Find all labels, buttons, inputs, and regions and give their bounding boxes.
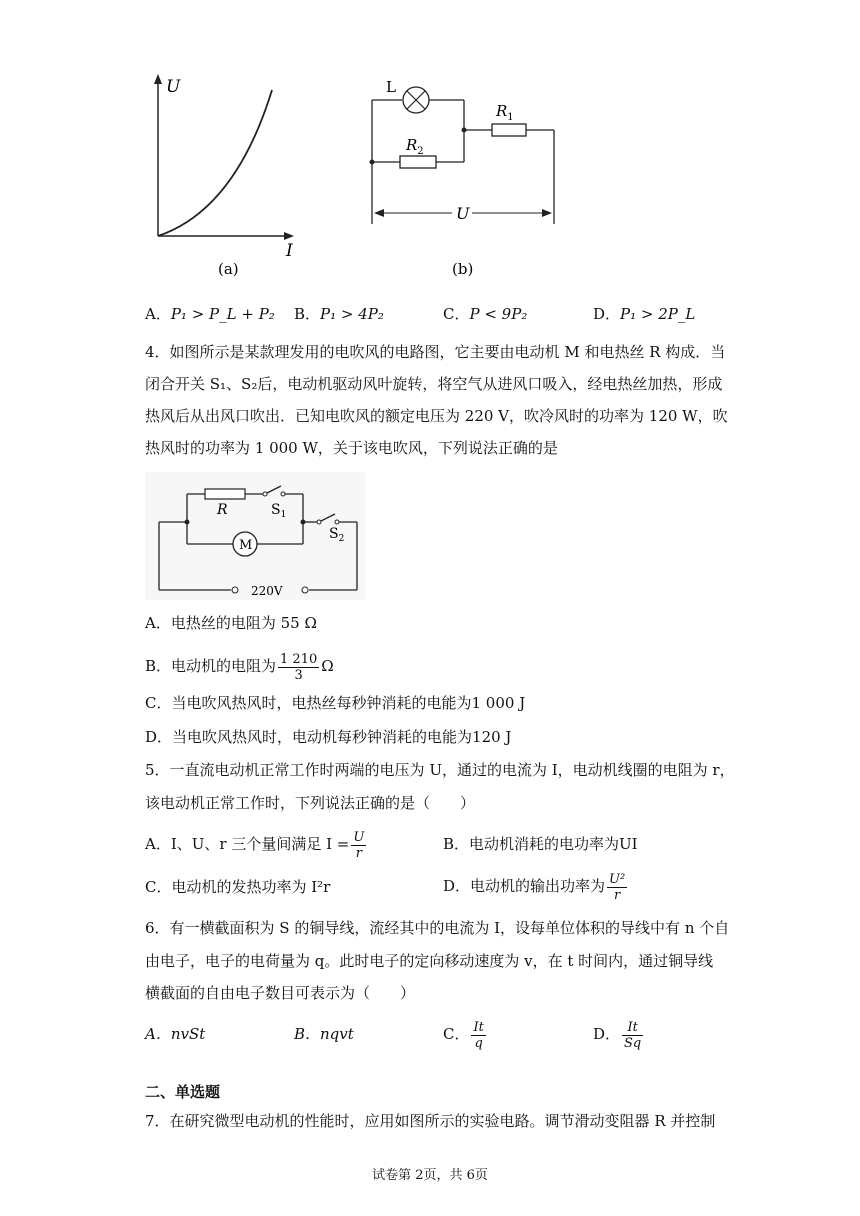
q5-option-d[interactable]	[443, 866, 629, 906]
q4-option-a[interactable]: A．电热丝的电阻为 55 Ω	[145, 614, 317, 632]
q6-option-a-text: A．nvSt	[145, 1025, 206, 1043]
q4-circuit-motor-label: M	[239, 538, 253, 553]
q3-option-a[interactable]	[145, 304, 275, 324]
fig-a-u-label: U	[166, 77, 181, 97]
q4-option-b-fraction	[278, 652, 319, 683]
q3-option-c-label: C．	[443, 305, 470, 323]
q4-option-b[interactable]	[145, 646, 334, 686]
q5-option-d-fraction	[607, 872, 627, 903]
q3-option-a-label: A．	[145, 305, 171, 323]
q5-option-a-text: A．I、U、r 三个量间满足 I =	[145, 835, 350, 853]
q6-option-c[interactable]	[443, 1014, 488, 1054]
figure-a-ui-graph	[140, 70, 300, 280]
q6-option-d[interactable]	[593, 1014, 645, 1054]
q6-option-d-den: Sq	[624, 1035, 642, 1051]
q5-option-a-num: U	[353, 829, 365, 845]
q6-line-1: 6．有一横截面积为 S 的铜导线，流经其中的电流为 I，设每单位体积的导线中有 n 个自	[145, 919, 730, 937]
q4-option-c[interactable]: C．当电吹风热风时，电热丝每秒钟消耗的电能为1 000 J	[145, 694, 526, 712]
q3-option-c-text: P < 9P₂	[469, 305, 528, 323]
q4-hairdryer-circuit	[145, 472, 365, 600]
q6-option-a[interactable]	[145, 1024, 205, 1044]
q6-option-c-den: q	[474, 1035, 483, 1051]
q3-option-d-label: D．	[593, 305, 621, 323]
q5-option-c[interactable]: C．电动机的发热功率为 I²r	[145, 878, 331, 896]
q4-circuit-voltage-label: 220V	[251, 584, 283, 598]
q5-option-a-den: r	[355, 845, 362, 861]
q6-option-d-fraction	[622, 1020, 643, 1051]
q4-line-1: 4．如图所示是某款理发用的电吹风的电路图，它主要由电动机 M 和电热丝 R 构成．当	[145, 343, 726, 361]
q6-line-2: 由电子，电子的电荷量为 q。此时电子的定向移动速度为 v，在 t 时间内，通过铜导线	[145, 952, 714, 970]
q5-option-d-text: D．电动机的输出功率为	[443, 877, 606, 895]
q6-option-b-text: B．nqvt	[294, 1025, 354, 1043]
fig-b-u-label: U	[456, 204, 470, 223]
q6-option-d-num: It	[622, 1020, 643, 1036]
q4-option-b-den: 3	[294, 667, 303, 683]
q6-option-c-num: It	[473, 1019, 484, 1035]
section-title-single-choice: 二、单选题	[145, 1083, 221, 1101]
q4-option-b-num: 1 210	[280, 651, 318, 667]
q4-option-b-unit: Ω	[321, 657, 334, 675]
page-footer: 试卷第 2页，共 6页	[372, 1168, 488, 1183]
q4-circuit-s2-label: $S_2$	[329, 526, 345, 544]
q4-line-4: 热风时的功率为 1 000 W，关于该电吹风，下列说法正确的是	[145, 439, 558, 457]
q4-circuit-s1-label: $S_1$	[271, 502, 287, 520]
q4-option-b-text: B．电动机的电阻为	[145, 657, 277, 675]
fig-b-r1-label: $R_1$	[496, 102, 514, 123]
fig-b-r2-label: $R_2$	[406, 136, 424, 157]
q3-option-c[interactable]	[443, 304, 527, 324]
q4-line-3: 热风后从出风口吹出．已知电吹风的额定电压为 220 V，吹冷风时的功率为 120 W，吹	[145, 407, 728, 425]
q3-option-d-text: P₁ > 2P_L	[620, 305, 696, 323]
q3-option-b[interactable]	[294, 304, 384, 324]
q7-line-1: 7．在研究微型电动机的性能时，应用如图所示的实验电路。调节滑动变阻器 R 并控制	[145, 1112, 716, 1130]
q5-line-1: 5．一直流电动机正常工作时两端的电压为 U，通过的电流为 I，电动机线圈的电阻为 r，	[145, 761, 735, 779]
q4-option-d[interactable]: D．当电吹风热风时，电动机每秒钟消耗的电能为120 J	[145, 728, 512, 746]
figure-b-circuit	[360, 70, 570, 280]
q5-line-2: 该电动机正常工作时，下列说法正确的是（ ）	[145, 794, 476, 812]
q3-option-a-text: P₁ > P_L + P₂	[170, 305, 275, 323]
q3-option-b-label: B．	[294, 305, 321, 323]
q4-circuit-r-label: R	[217, 502, 228, 518]
q5-option-a[interactable]	[145, 824, 368, 864]
fig-a-caption: (a)	[218, 260, 239, 278]
q5-option-d-den: r	[614, 887, 621, 903]
q6-option-d-label: D．	[593, 1025, 621, 1043]
fig-b-caption: (b)	[452, 260, 474, 278]
q5-option-d-num: U²	[609, 871, 626, 887]
q5-option-b[interactable]: B．电动机消耗的电功率为UI	[443, 835, 638, 853]
q5-option-a-fraction	[351, 830, 366, 861]
q6-option-c-fraction	[471, 1020, 485, 1051]
q4-line-2: 闭合开关 S₁、S₂后，电动机驱动风叶旋转，将空气从进风口吸入，经电热丝加热，形成	[145, 375, 723, 393]
fig-a-i-label: I	[286, 241, 293, 261]
q3-option-d[interactable]	[593, 304, 695, 324]
q6-line-3: 横截面的自由电子数目可表示为（ ）	[145, 984, 416, 1002]
q6-option-c-label: C．	[443, 1025, 470, 1043]
q3-option-b-text: P₁ > 4P₂	[320, 305, 384, 323]
fig-b-lamp-label: L	[386, 78, 396, 96]
q6-option-b[interactable]	[294, 1024, 354, 1044]
